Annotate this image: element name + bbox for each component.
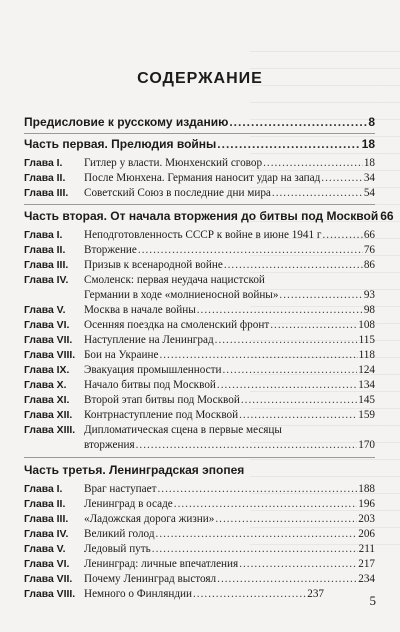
dot-leader <box>270 318 357 332</box>
chapter-page: 234 <box>358 573 375 585</box>
chapter-page: 54 <box>363 187 375 199</box>
toc-chapter[interactable] <box>24 527 375 542</box>
dot-leader <box>156 527 358 541</box>
toc-chapter[interactable] <box>24 318 375 333</box>
toc-chapter[interactable] <box>24 171 375 186</box>
toc-chapter[interactable] <box>24 273 375 288</box>
dot-leader <box>239 408 357 422</box>
chapter-label: Глава VIII. <box>24 589 76 600</box>
part-title: Часть вторая. От начала вторжения до битвы под Москвой <box>24 209 379 223</box>
chapter-label: Глава V. <box>24 544 66 555</box>
chapter-title: Ленинград: личные впечатления <box>84 558 239 570</box>
preface-title: Предисловие к русскому изданию <box>24 115 229 129</box>
chapter-page: 86 <box>363 259 375 271</box>
toc-chapter[interactable] <box>24 423 375 438</box>
dot-leader <box>136 438 358 452</box>
chapter-label: Глава I. <box>24 230 63 241</box>
chapter-title: Эвакуация промышленности <box>84 364 222 376</box>
toc-page <box>24 0 394 632</box>
toc-preface[interactable] <box>24 115 375 129</box>
dot-leader <box>193 587 306 601</box>
chapter-page: 211 <box>358 543 375 555</box>
dot-leader <box>197 303 363 317</box>
chapter-label: Глава IV. <box>24 275 69 286</box>
chapter-label: Глава XI. <box>24 395 70 406</box>
chapter-title: Враг наступает <box>84 483 157 495</box>
toc-chapter[interactable] <box>24 363 375 378</box>
page-number: 5 <box>369 593 376 608</box>
chapter-label: Глава III. <box>24 188 69 199</box>
toc-chapter[interactable] <box>24 408 375 423</box>
toc-part-1[interactable] <box>24 137 375 151</box>
chapter-page: 196 <box>358 498 375 510</box>
chapter-title: «Ладожская дорога жизни» <box>84 513 215 525</box>
chapter-page: 98 <box>363 304 375 316</box>
section-divider <box>24 204 375 205</box>
page-title: СОДЕРЖАНИЕ <box>137 70 263 87</box>
chapter-title: Смоленск: первая неудача нацистской <box>84 274 265 286</box>
chapter-label: Глава XII. <box>24 410 73 421</box>
chapter-label: Глава IX. <box>24 365 70 376</box>
dot-leader <box>263 156 363 170</box>
chapter-label: Глава VI. <box>24 320 70 331</box>
part-title: Часть третья. Ленинградская эпопея <box>24 463 245 477</box>
chapter-page: 115 <box>358 334 375 346</box>
preface-page: 8 <box>368 115 375 129</box>
chapter-title: Вторжение <box>84 244 137 256</box>
chapter-label: Глава II. <box>24 499 66 510</box>
dot-leader <box>159 348 357 362</box>
chapter-title: Великий голод <box>84 528 155 540</box>
dot-leader <box>272 186 363 200</box>
toc-chapter[interactable] <box>24 497 375 512</box>
chapter-page: 76 <box>363 244 375 256</box>
dot-leader <box>174 497 357 511</box>
dot-leader <box>239 557 357 571</box>
chapter-page: 159 <box>358 409 375 421</box>
chapter-page: 188 <box>358 483 375 495</box>
dot-leader <box>322 228 362 242</box>
toc-chapter[interactable] <box>24 557 375 572</box>
toc-chapter[interactable] <box>24 512 375 527</box>
toc-chapter[interactable] <box>24 243 375 258</box>
chapter-page: 206 <box>358 528 375 540</box>
chapter-page: 124 <box>358 364 375 376</box>
toc-chapter[interactable] <box>24 348 375 363</box>
chapter-title: Немного о Финляндии <box>84 588 192 600</box>
chapter-title: Бои на Украине <box>84 349 159 361</box>
chapter-title: Начало битвы под Москвой <box>84 379 216 391</box>
chapter-page: 118 <box>358 349 375 361</box>
chapter-label: Глава X. <box>24 380 67 391</box>
chapter-title: Осенняя поездка на смоленский фронт <box>84 319 270 331</box>
toc-chapter[interactable] <box>24 303 375 318</box>
dot-leader <box>157 482 357 496</box>
chapter-label: Глава IV. <box>24 529 69 540</box>
chapter-title: Ледовый путь <box>84 543 151 555</box>
chapter-title: Наступление на Ленинград <box>84 334 214 346</box>
chapter-label: Глава V. <box>24 305 66 316</box>
dot-leader <box>152 542 358 556</box>
toc-chapter-continuation[interactable] <box>84 438 375 452</box>
chapter-title: После Мюнхена. Германия наносит удар на запад <box>84 172 321 184</box>
dot-leader <box>217 137 360 151</box>
chapter-label: Глава I. <box>24 484 63 495</box>
chapter-label: Глава III. <box>24 514 69 525</box>
dot-leader <box>138 243 363 257</box>
dot-leader <box>215 512 357 526</box>
chapter-title: Ленинград в осаде <box>84 498 173 510</box>
dot-leader <box>215 333 358 347</box>
chapter-title: Неподготовленность СССР к войне в июне 1941 г <box>84 229 322 241</box>
chapter-title: Москва в начале войны <box>84 304 196 316</box>
toc-chapter[interactable] <box>24 378 375 393</box>
part-page: 18 <box>361 137 375 151</box>
chapter-title: Дипломатическая сцена в первые месяцы <box>84 424 282 436</box>
toc-chapter[interactable] <box>24 542 375 557</box>
chapter-label: Глава I. <box>24 158 63 169</box>
chapter-title: Советский Союз в последние дни мира <box>84 187 271 199</box>
toc-chapter[interactable] <box>24 572 375 587</box>
dot-leader <box>321 171 363 185</box>
dot-leader <box>241 393 357 407</box>
part-title: Часть первая. Прелюдия войны <box>24 137 217 151</box>
section-divider <box>24 133 375 134</box>
chapter-label: Глава II. <box>24 245 66 256</box>
chapter-page: 134 <box>358 379 375 391</box>
toc-chapter-continuation[interactable] <box>84 288 375 302</box>
chapter-page: 170 <box>358 439 375 451</box>
chapter-label: Глава III. <box>24 260 69 271</box>
chapter-page: 217 <box>358 558 375 570</box>
chapter-page: 237 <box>307 588 324 600</box>
chapter-label: Глава VII. <box>24 335 73 346</box>
dot-leader <box>229 115 367 129</box>
dot-leader <box>217 378 357 392</box>
chapter-title: Гитлер у власти. Мюнхенский сговор <box>84 157 263 169</box>
chapter-page: 93 <box>363 289 375 301</box>
chapter-title-line2: Германии в ходе «молниеносной войны» <box>84 289 279 301</box>
dot-leader <box>223 363 358 377</box>
chapter-label: Глава VII. <box>24 574 73 585</box>
toc-chapter[interactable] <box>24 258 375 273</box>
dot-leader <box>279 288 362 302</box>
chapter-label: Глава VI. <box>24 559 70 570</box>
chapter-title: Призыв к всенародной войне <box>84 259 223 271</box>
toc-chapter[interactable] <box>24 186 375 201</box>
chapter-page: 108 <box>358 319 375 331</box>
chapter-title-line2: вторжения <box>84 439 135 451</box>
chapter-title: Почему Ленинград выстоял <box>84 573 217 585</box>
toc-chapter[interactable] <box>24 156 375 171</box>
toc-part-2[interactable] <box>24 209 394 223</box>
section-divider <box>24 457 375 458</box>
toc-chapter[interactable] <box>24 587 324 602</box>
chapter-page: 18 <box>363 157 375 169</box>
chapter-page: 66 <box>363 229 375 241</box>
chapter-page: 145 <box>358 394 375 406</box>
chapter-label: Глава II. <box>24 173 66 184</box>
chapter-label: Глава XIII. <box>24 425 76 436</box>
chapter-label: Глава VIII. <box>24 350 76 361</box>
toc-chapter[interactable] <box>24 333 375 348</box>
chapter-title: Второй этап битвы под Москвой <box>84 394 240 406</box>
toc-chapter[interactable] <box>24 482 375 497</box>
chapter-title: Контрнаступление под Москвой <box>84 409 239 421</box>
toc-part-3[interactable] <box>24 463 375 477</box>
dot-leader <box>217 572 357 586</box>
dot-leader <box>224 258 363 272</box>
chapter-page: 203 <box>358 513 375 525</box>
part-page: 66 <box>380 209 394 223</box>
chapter-page: 34 <box>363 172 375 184</box>
toc-chapter[interactable] <box>24 393 375 408</box>
toc-chapter[interactable] <box>24 228 375 243</box>
